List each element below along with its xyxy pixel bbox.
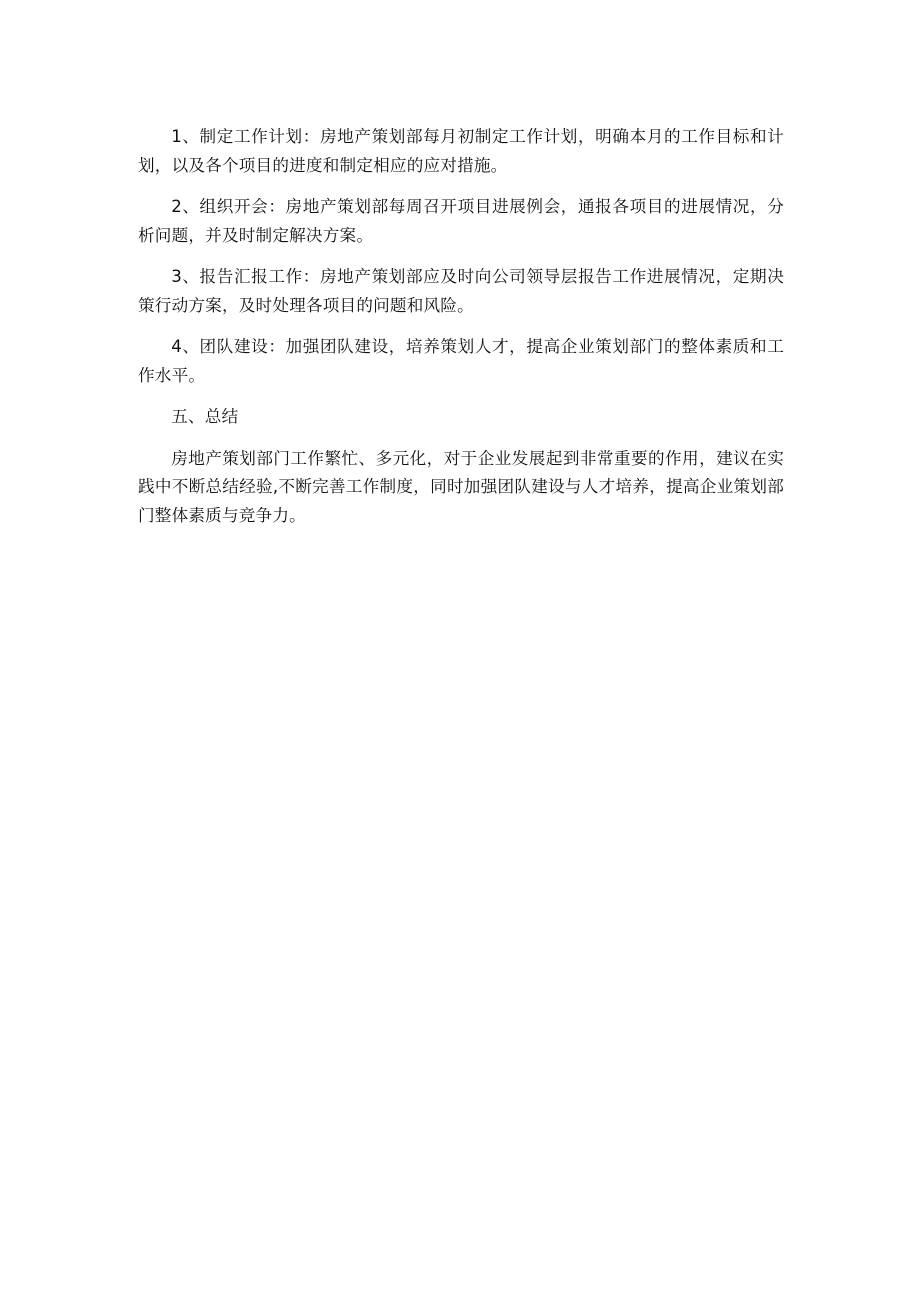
- paragraph-work-plan: 1、制定工作计划：房地产策划部每月初制定工作计划，明确本月的工作目标和计划，以及各个项目的进度和制定相应的应对措施。: [138, 127, 784, 175]
- document-body: [138, 123, 784, 530]
- section-heading-summary: 五、总结: [171, 407, 239, 426]
- paragraph-reporting: 3、报告汇报工作：房地产策划部应及时向公司领导层报告工作进展情况，定期决策行动方案，及时处理各项目的问题和风险。: [138, 267, 784, 315]
- paragraph-meetings: 2、组织开会：房地产策划部每周召开项目进展例会，通报各项目的进展情况，分析问题，并及时制定解决方案。: [138, 197, 784, 245]
- paragraph-team-building: 4、团队建设：加强团队建设，培养策划人才，提高企业策划部门的整体素质和工作水平。: [138, 337, 784, 385]
- paragraph-summary: 房地产策划部门工作繁忙、多元化，对于企业发展起到非常重要的作用，建议在实践中不断总结经验,不断完善工作制度，同时加强团队建设与人才培养，提高企业策划部门整体素质与竞争力。: [138, 448, 784, 525]
